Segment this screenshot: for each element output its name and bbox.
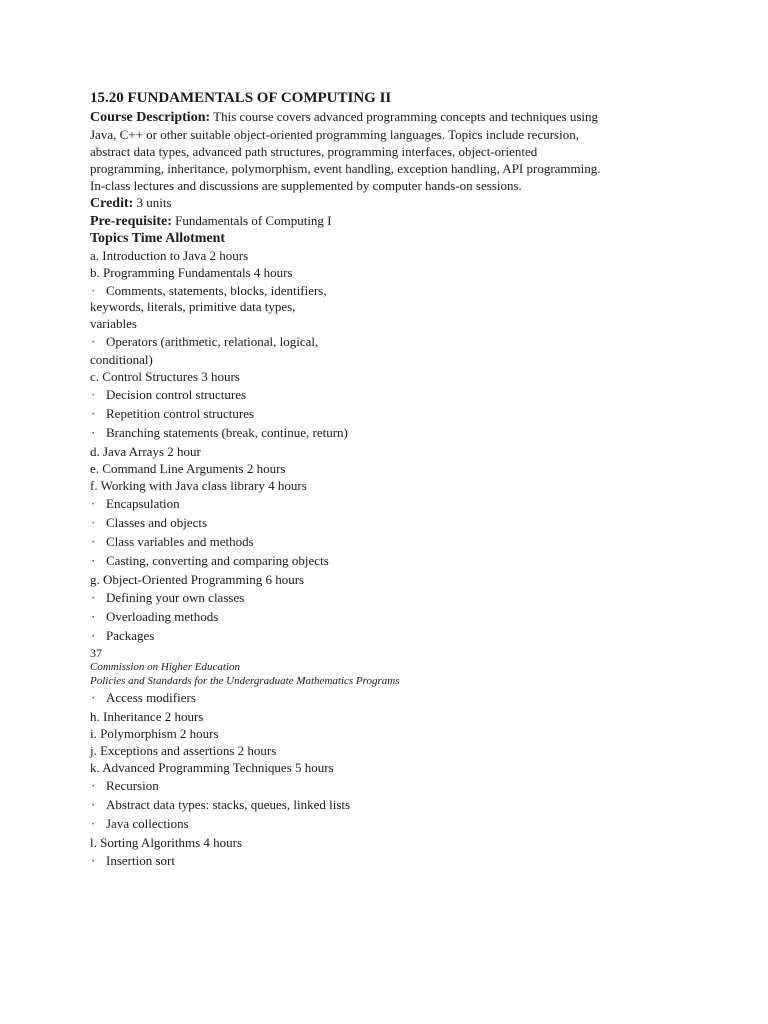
bullet-icon: · — [91, 534, 96, 549]
topic-g: g. Object-Oriented Programming 6 hours — [90, 572, 305, 587]
subtopic-item — [90, 424, 610, 441]
course-description-text: This course covers advanced programming concepts and techniques using Java, C++ or other suitable object-oriented programming languages. Topics include recursion, abstract data types, advanced path structures, programming interfaces, object-oriented programming, inheritance, polymorphism, event handling, exception handling, API programming. In-class lectures and discussions are supplemented by computer hands-on sessions. — [90, 109, 601, 193]
subtopic-text: Comments, statements, blocks, identifiers, — [106, 283, 327, 298]
prerequisite-label: Pre-requisite: — [90, 214, 172, 229]
bullet-icon: · — [91, 334, 96, 349]
bullet-icon: · — [91, 590, 96, 605]
subtopic-text: Class variables and methods — [106, 534, 254, 549]
bullet-icon: · — [91, 778, 96, 793]
topic-k: k. Advanced Programming Techniques 5 hours — [90, 760, 334, 775]
bullet-icon: · — [91, 609, 96, 624]
topic-e: e. Command Line Arguments 2 hours — [90, 461, 286, 476]
bullet-icon: · — [91, 283, 96, 298]
topic-f: f. Working with Java class library 4 hours — [90, 478, 307, 493]
bullet-icon: · — [91, 425, 96, 440]
subtopic-item — [90, 796, 610, 813]
subtopic-item — [90, 689, 610, 706]
subtopic-text: Casting, converting and comparing objects — [106, 553, 329, 568]
subtopic-item — [90, 405, 610, 422]
bullet-icon: · — [91, 690, 96, 705]
bullet-icon: · — [91, 496, 96, 511]
subtopic-text: Abstract data types: stacks, queues, linked lists — [106, 797, 351, 812]
subtopic-text: Operators (arithmetic, relational, logical, — [106, 334, 319, 349]
topic-d: d. Java Arrays 2 hour — [90, 444, 201, 459]
subtopic-text: Branching statements (break, continue, return) — [106, 425, 348, 440]
subtopic-item — [90, 495, 610, 512]
topic-a: a. Introduction to Java 2 hours — [90, 248, 249, 263]
credit-line — [90, 194, 610, 212]
subtopic-text: Java collections — [106, 816, 189, 831]
bullet-icon: · — [91, 797, 96, 812]
topic-c: c. Control Structures 3 hours — [90, 369, 240, 384]
bullet-icon: · — [91, 853, 96, 868]
subtopic-item — [90, 514, 610, 531]
subtopic-item — [90, 333, 610, 350]
bullet-icon: · — [91, 816, 96, 831]
course-description-label: Course Description: — [90, 110, 211, 125]
footer-institution: Commission on Higher Education — [90, 661, 241, 673]
bullet-icon: · — [91, 553, 96, 568]
subtopic-continuation: variables — [90, 316, 137, 331]
course-title: 15.20 FUNDAMENTALS OF COMPUTING II — [90, 90, 392, 106]
topic-j: j. Exceptions and assertions 2 hours — [90, 743, 277, 758]
bullet-icon: · — [91, 387, 96, 402]
subtopic-item — [90, 815, 610, 832]
subtopic-item — [90, 777, 610, 794]
subtopic-text: Classes and objects — [106, 515, 208, 530]
credit-value: 3 units — [133, 195, 172, 210]
subtopic-item — [90, 608, 610, 625]
subtopic-text: Defining your own classes — [106, 590, 245, 605]
bullet-icon: · — [91, 515, 96, 530]
topic-b: b. Programming Fundamentals 4 hours — [90, 265, 293, 280]
bullet-icon: · — [91, 406, 96, 421]
subtopic-text: Decision control structures — [106, 387, 247, 402]
subtopic-continuation: keywords, literals, primitive data types, — [90, 299, 296, 314]
subtopic-item — [90, 552, 610, 569]
subtopic-text: Packages — [106, 628, 155, 643]
subtopic-text: Overloading methods — [106, 609, 219, 624]
subtopic-text: Access modifiers — [106, 690, 196, 705]
prerequisite-line — [90, 212, 610, 230]
subtopic-item — [90, 627, 610, 644]
subtopic-item — [90, 533, 610, 550]
bullet-icon: · — [91, 628, 96, 643]
subtopic-item — [90, 852, 610, 869]
subtopic-item — [90, 589, 610, 606]
subtopic-continuation: conditional) — [90, 352, 153, 367]
page-number: 37 — [90, 646, 102, 660]
topic-h: h. Inheritance 2 hours — [90, 709, 204, 724]
topics-heading: Topics Time Allotment — [90, 231, 226, 246]
document-page — [90, 90, 610, 871]
topic-i: i. Polymorphism 2 hours — [90, 726, 219, 741]
subtopic-text: Repetition control structures — [106, 406, 255, 421]
topic-l: l. Sorting Algorithms 4 hours — [90, 835, 243, 850]
subtopic-text: Insertion sort — [106, 853, 175, 868]
prerequisite-value: Fundamentals of Computing I — [171, 213, 332, 228]
subtopic-item — [90, 282, 610, 299]
subtopic-text: Encapsulation — [106, 496, 180, 511]
footer-document-title: Policies and Standards for the Undergraduate Mathematics Programs — [90, 675, 400, 687]
course-description — [90, 108, 610, 194]
subtopic-item — [90, 386, 610, 403]
subtopic-text: Recursion — [106, 778, 159, 793]
credit-label: Credit: — [90, 196, 134, 211]
